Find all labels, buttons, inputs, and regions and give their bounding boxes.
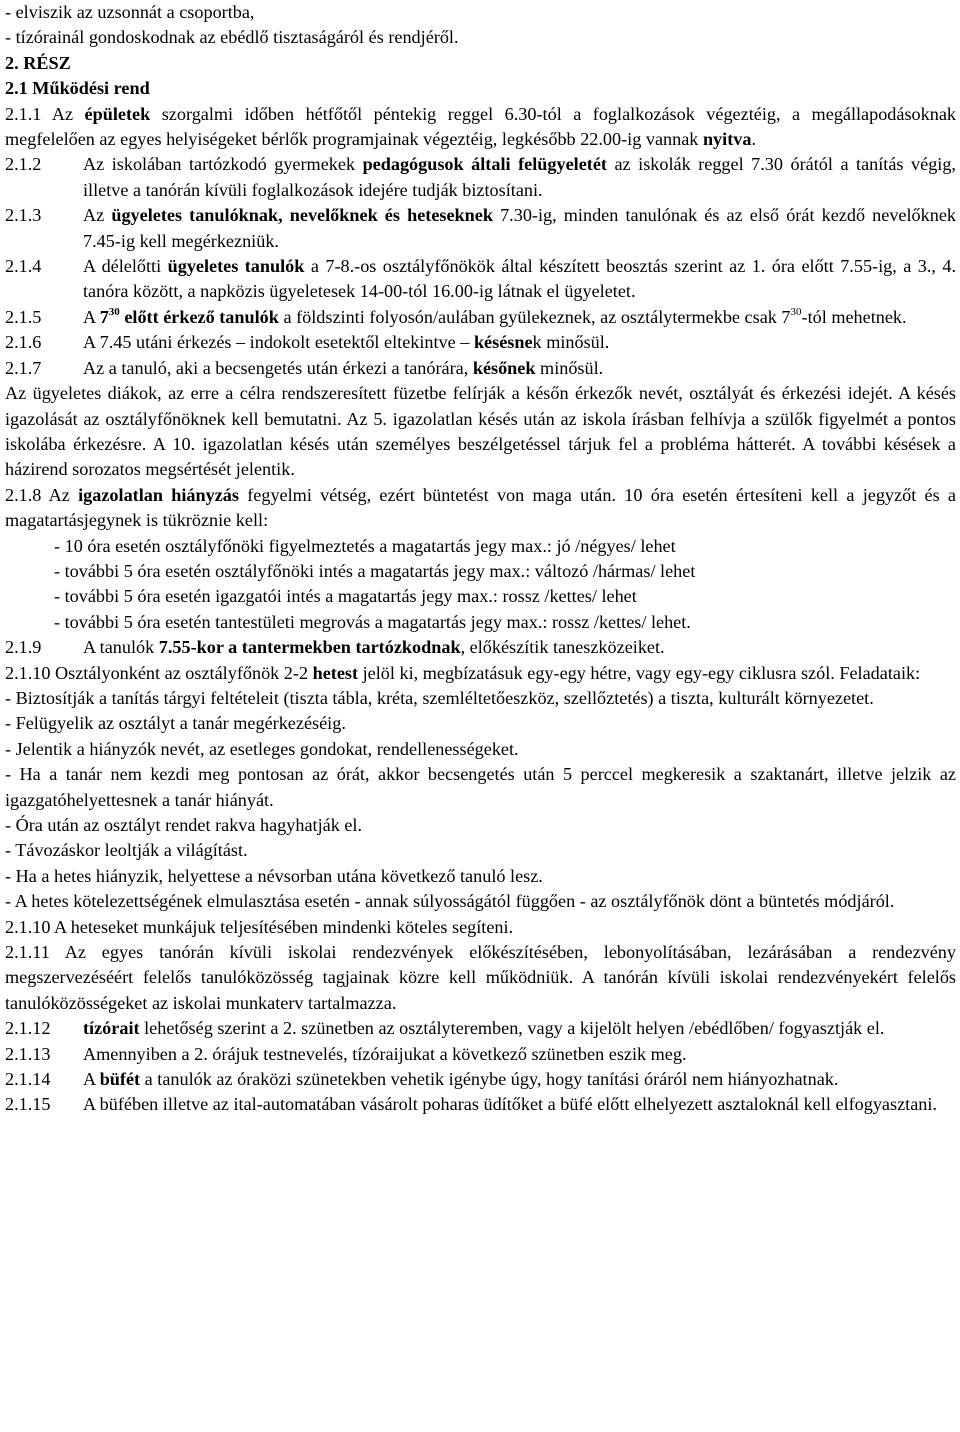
text-line: - elviszik az uzsonnát a csoportba,: [5, 2, 255, 22]
text-run: 7.30-ig, minden tanulónak és az első órát kezdő nevelőknek 7.45-ig kell megérkezniük.: [83, 205, 956, 251]
paragraph-2-1-14: [5, 1067, 956, 1092]
text-run: 2.1.1 Az: [5, 103, 85, 124]
duty-item: - Óra után az osztályt rendet rakva hagyhatják el.: [5, 815, 363, 835]
paragraph-number: 2.1.7: [5, 357, 42, 378]
list-item: - további 5 óra esetén tantestületi megrovás a magatartás jegy max.: rossz /kettes/ lehet.: [54, 611, 691, 632]
paragraph-number: 2.1.13: [5, 1043, 51, 1064]
text-run: a földszinti folyosón/aulában gyülekeznek, az osztálytermekbe csak 7: [278, 306, 791, 327]
text-run: 2.1.8 Az: [5, 484, 79, 505]
paragraph-2-1-3: [5, 203, 956, 254]
text-run: -tól mehetnek.: [801, 306, 907, 327]
paragraph-number: 2.1.9: [5, 637, 42, 658]
paragraph-2-1-1: [5, 102, 956, 153]
paragraph-2-1-2: [5, 152, 956, 203]
duty-item: - Ha a tanár nem kezdi meg pontosan az órát, akkor becsengetés után 5 perccel megkeresik a szaktanárt, illetve jelzik az igazgatóhelyettesnek a tanár hiányát.: [5, 764, 956, 810]
superscript: 30: [790, 305, 802, 318]
bold-run: pedagógusok általi felügyeletét: [362, 154, 607, 175]
bold-run: ügyeletes tanulók: [167, 256, 305, 277]
text-run: a tanulók az óraközi szünetekben vehetik igénybe úgy, hogy tanítási óráról nem hiányozhatnak.: [140, 1069, 839, 1090]
text-run: .: [751, 129, 756, 150]
bold-run: tízórait: [83, 1018, 140, 1039]
text-run: 2.1.10 Osztályonként az osztályfőnök 2-2: [5, 662, 313, 683]
text-run: lehetőség szerint a 2. szünetben az osztályteremben, vagy a kijelölt helyen /ebédlőben/ fogyasztják el.: [139, 1018, 885, 1039]
text-run: a 7-8.-os osztályfőnökök által készített beosztás szerint az 1. óra előtt 7.55-ig, a 3., 4. tanóra között, a napközis ügyeletesek 14-00-tól 16.00-ig látnak el ügyeletet.: [83, 256, 956, 302]
paragraph-2-1-5: [5, 305, 956, 330]
superscript: 30: [108, 305, 120, 318]
text-run: Az iskolában tartózkodó gyermekek: [83, 154, 363, 175]
bold-run: 7: [99, 306, 109, 327]
text-run: A délelőtti: [83, 256, 168, 277]
paragraph-text: [83, 635, 956, 660]
paragraph-text: [83, 356, 956, 381]
paragraph-2-1-4: [5, 254, 956, 305]
duty-item: - Jelentik a hiányzók nevét, az esetleges gondokat, rendellenességeket.: [5, 738, 519, 759]
text-run: szorgalmi időben hétfőtől péntekig reggel 6.30-tól a foglalkozások végeztéig, a megállapodásoknak megfelelően az egyes helyiségeket bérlők programjainak végeztéig, legkésőbb 22.00-ig vannak: [5, 103, 956, 150]
bold-run: hetest: [312, 662, 359, 683]
text-run: fegyelmi vétség, ezért büntetést von maga után. 10 óra esetén értesíteni kell a jegyzőt és a magatartásjegynek is tükröznie kell:: [5, 484, 956, 531]
paragraph-number: 2.1.14: [5, 1069, 51, 1090]
paragraph-2-1-7: [5, 356, 956, 381]
bold-run: igazolatlan hiányzás: [78, 484, 239, 505]
paragraph-number: 2.1.15: [5, 1094, 51, 1115]
paragraph-number: 2.1.3: [5, 205, 42, 226]
text-run: jelöl ki, megbízatásuk egy-egy hétre, vagy egy-egy ciklusra szól. Feladataik:: [358, 662, 921, 683]
text-run: Az a tanuló, aki a becsengetés után érkezi a tanórára,: [83, 357, 473, 378]
bold-run: 7.55-kor a tantermekben tartózkodnak: [158, 637, 461, 658]
paragraph-text: [83, 1016, 956, 1041]
bold-run: későnek: [472, 357, 536, 378]
duty-item: - Felügyelik az osztályt a tanár megérkezéséig.: [5, 713, 346, 734]
paragraph-text: A büfében illetve az ital-automatában vásárolt poharas üdítőket a büfé előtt elhelyezett asztaloknál kell elfogyasztani.: [83, 1094, 937, 1115]
bold-run: büfét: [99, 1069, 141, 1090]
bold-run: ügyeletes tanulóknak, nevelőknek és heteseknek: [111, 205, 493, 226]
list-item: - 10 óra esetén osztályfőnöki figyelmeztetés a magatartás jegy max.: jó /négyes/ lehet: [54, 535, 676, 556]
text-run: A: [83, 1069, 100, 1090]
paragraph-2-1-11: 2.1.11 Az egyes tanórán kívüli iskolai rendezvények előkészítésében, lebonyolításában, lezárásában a rendezvény megszervezéséért felelős tanulóközösség tagjainak közre kell működniük. A tanórán kívüli iskolai rendezvényekért felelős tanulóközösségeket az iskolai munkaterv tartalmazza.: [5, 942, 956, 1013]
paragraph-2-1-15: [5, 1092, 956, 1117]
paragraph-2-1-12: [5, 1016, 956, 1041]
bold-run: előtt érkező tanulók: [119, 306, 279, 327]
paragraph-number: 2.1.12: [5, 1018, 51, 1039]
duty-item: - Biztosítják a tanítás tárgyi feltételeit (tiszta tábla, kréta, szemléltetőeszköz, szellőztetés) a tiszta, kulturált környezetet.: [5, 687, 874, 708]
section-title: 2. RÉSZ: [5, 52, 71, 73]
subsection-title: 2.1 Működési rend: [5, 78, 150, 99]
text-run: az iskolák reggel 7.30 órától a tanítás végig, illetve a tanórán kívüli foglalkozások idejére tudják biztosítani.: [83, 154, 956, 200]
duty-item: - Ha a hetes hiányzik, helyettese a névsorban utána következő tanuló lesz.: [5, 865, 543, 886]
paragraph-2-1-10-b: 2.1.10 A heteseket munkájuk teljesítésében mindenki köteles segíteni.: [5, 916, 514, 937]
list-item: - további 5 óra esetén igazgatói intés a magatartás jegy max.: rossz /kettes/ lehet: [54, 586, 637, 607]
text-run: Az: [83, 205, 112, 226]
paragraph-2-1-10: [5, 661, 956, 686]
paragraph-text: [83, 152, 956, 203]
paragraph-text: [83, 203, 956, 254]
subsection-heading: [5, 76, 956, 101]
text-run: A tanulók: [83, 637, 159, 658]
text-run: A 7.45 utáni érkezés – indokolt esetektől eltekintve –: [83, 332, 474, 353]
text-run: , előkészítik taneszközeiket.: [460, 637, 665, 658]
duty-item: - A hetes kötelezettségének elmulasztása esetén - annak súlyosságától függően - az osztályfőnök dönt a büntetés módjáról.: [5, 891, 895, 912]
text-line: - tízórainál gondoskodnak az ebédlő tisztaságáról és rendjéről.: [5, 27, 459, 48]
paragraph-number: 2.1.2: [5, 154, 42, 175]
text-run: minősül.: [535, 357, 604, 378]
paragraph-number: 2.1.5: [5, 306, 42, 327]
paragraph-number: 2.1.4: [5, 256, 42, 277]
paragraph-2-1-9: [5, 635, 956, 660]
paragraph-ugyeletes: Az ügyeletes diákok, az erre a célra rendszeresített füzetbe felírják a későn érkezők nevét, osztályát és érkezési idejét. A késés igazolását az osztályfőnöknek kell bemutatni. Az 5. igazolatlan késés után az iskola írásban felhívja a szülők figyelmét a pontos iskolába érkezésre. A 10. igazolatlan késés után személyes beszélgetéssel tárjuk fel a probléma hátterét. A további késések a házirend sorozatos megsértését jelentik.: [5, 383, 956, 480]
paragraph-text: [83, 330, 956, 355]
paragraph-text: [83, 1067, 956, 1092]
duty-item: - Távozáskor leoltják a világítást.: [5, 840, 248, 861]
bold-run: épületek: [84, 103, 151, 124]
text-run: A: [83, 306, 100, 327]
paragraph-text: [83, 305, 956, 330]
section-heading: [5, 51, 956, 76]
text-run: k minősül.: [532, 332, 610, 353]
paragraph-text: Amennyiben a 2. órájuk testnevelés, tízóraijukat a következő szünetben eszik meg.: [83, 1043, 687, 1064]
list-item: - további 5 óra esetén osztályfőnöki intés a magatartás jegy max.: változó /hármas/ lehet: [54, 560, 696, 581]
paragraph-2-1-6: [5, 330, 956, 355]
paragraph-text: [83, 254, 956, 305]
bold-run: késésne: [473, 332, 533, 353]
paragraph-2-1-8: [5, 483, 956, 534]
bold-run: nyitva: [702, 129, 752, 150]
paragraph-2-1-13: [5, 1042, 956, 1067]
paragraph-number: 2.1.6: [5, 332, 42, 353]
